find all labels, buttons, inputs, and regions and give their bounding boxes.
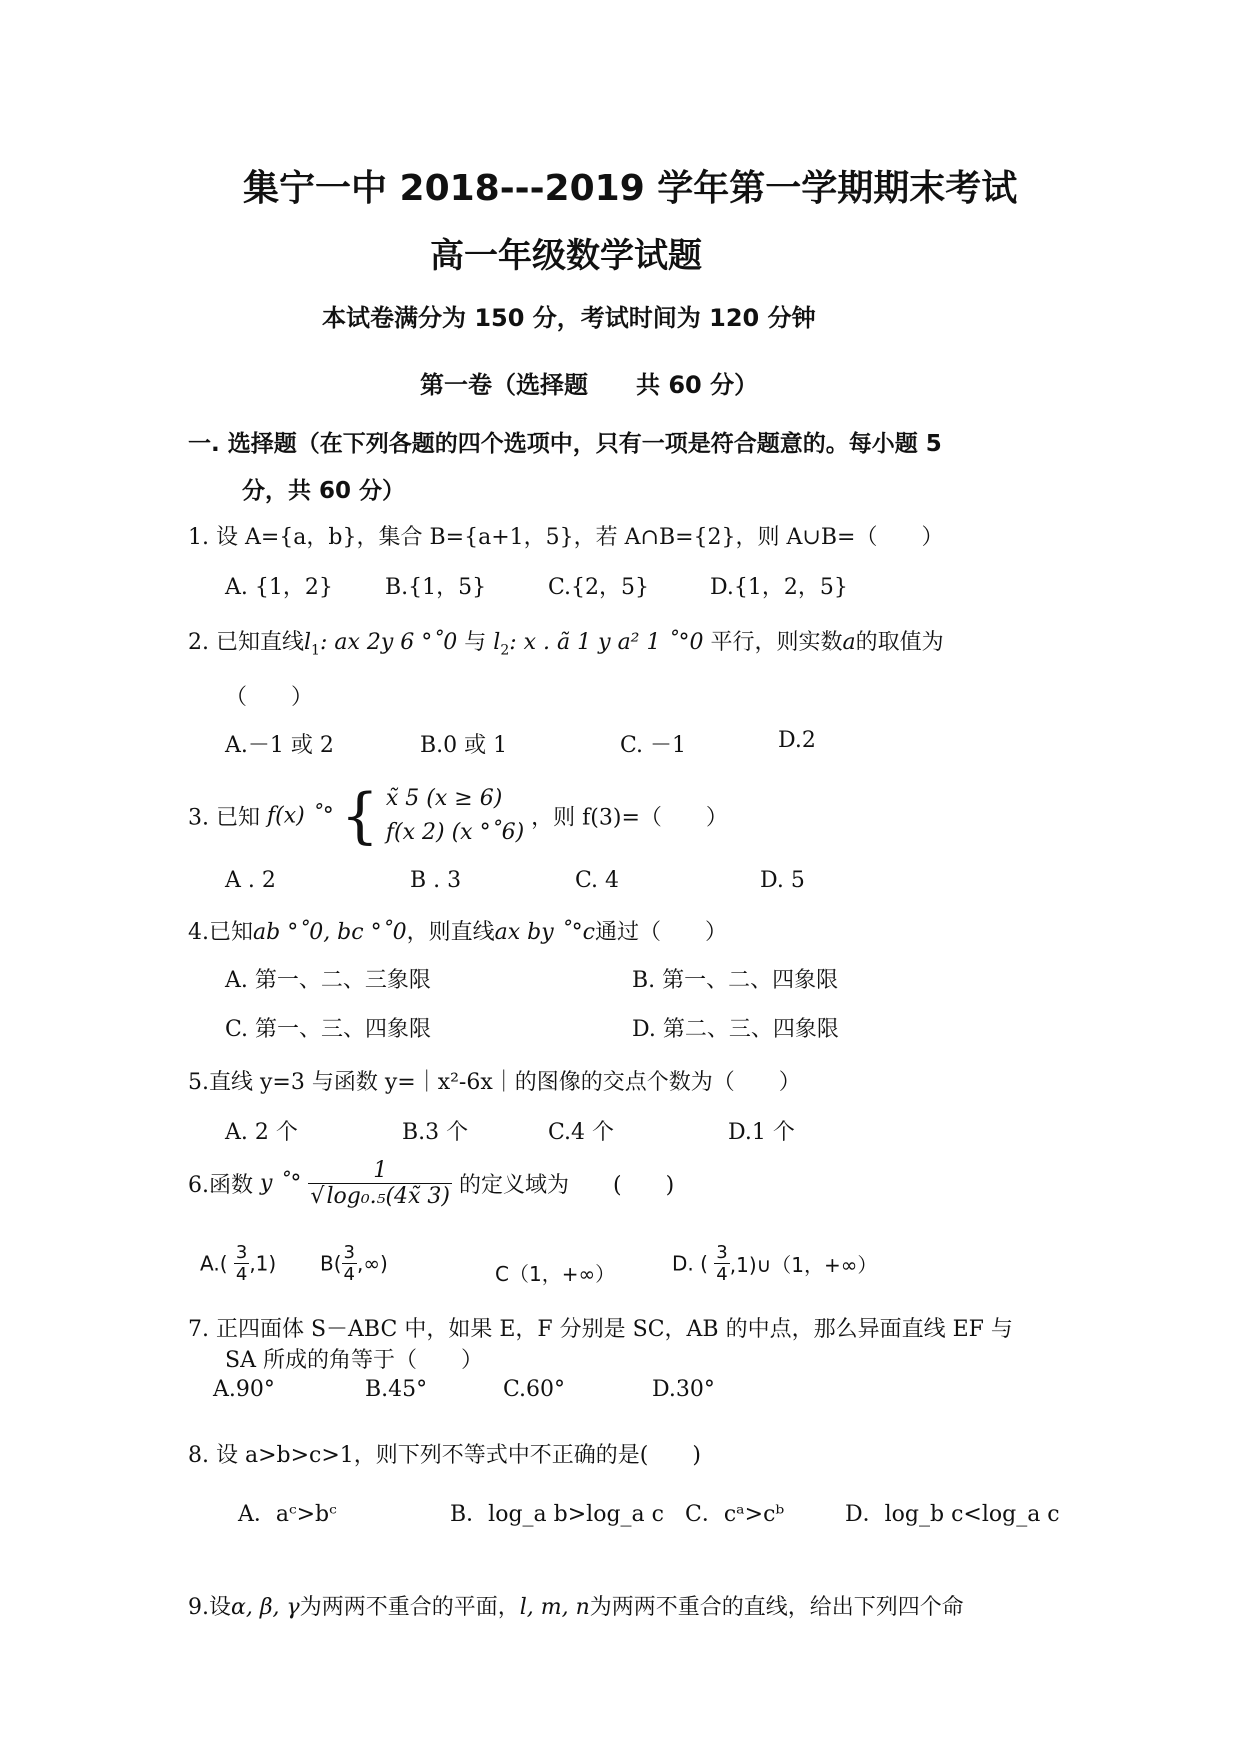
q4-option-a: A. 第一、二、三象限 [225, 968, 431, 993]
q4-option-b: B. 第一、二、四象限 [632, 968, 839, 993]
q2-l2-sub: 2 [500, 642, 510, 659]
q3-piece-1: x̃ 5 (x ≥ 6) [385, 786, 503, 811]
q6-d-prefix: D. ( [672, 1251, 708, 1276]
q2-eq1: : ax 2y 6 °˚0 [319, 630, 458, 655]
q6-post: 的定义域为 ( ) [459, 1173, 675, 1198]
q2-l2: l [493, 630, 501, 655]
q2-paren: （ ） [225, 685, 314, 710]
q6-radicand: log₀.₅(4x̃ 3) [326, 1184, 451, 1209]
q6-b-num: 3 [343, 1242, 355, 1263]
q3-option-a: A . 2 [225, 868, 276, 893]
q4-post: 通过（ ） [594, 920, 727, 945]
q5-option-a: A. 2 个 [225, 1120, 298, 1145]
section-heading-line1: 一. 选择题（在下列各题的四个选项中，只有一项是符合题意的。每小题 5 [188, 431, 942, 457]
q7-option-d: D.30° [652, 1377, 715, 1402]
q6-a-post: ,1) [249, 1251, 277, 1276]
exam-subtitle: 高一年级数学试题 [430, 236, 702, 276]
question-1-stem: 1. 设 A={a，b}，集合 B={a+1，5}，若 A∩B={2}，则 A∪B=（ ） [188, 525, 944, 550]
q1-option-d: D.{1，2，5} [710, 575, 848, 600]
q6-a-prefix: A.( [200, 1251, 228, 1276]
q6-d-den: 4 [716, 1264, 728, 1285]
q6-a-fraction [234, 1242, 249, 1285]
q5-option-d: D.1 个 [728, 1120, 795, 1145]
q6-option-c: C（1，+∞） [495, 1262, 616, 1286]
q6-b-fraction [342, 1242, 357, 1285]
q8-option-c: C．cᵃ>cᵇ [685, 1502, 785, 1527]
q6-option-d [672, 1242, 877, 1285]
q6-denominator: √log₀.₅(4x̃ 3) [310, 1184, 451, 1209]
q6-d-fraction [714, 1242, 729, 1285]
q3-pieces [386, 782, 524, 850]
q2-post: 平行，则实数 [703, 630, 843, 655]
q6-a-num: 3 [235, 1242, 248, 1263]
q6-d-post: ,1)∪（1，+∞） [729, 1253, 878, 1277]
question-4-stem [188, 915, 727, 946]
q6-y: y ˚° [260, 1171, 302, 1196]
q7-option-b: B.45° [365, 1377, 428, 1402]
q5-option-b: B.3 个 [402, 1120, 469, 1145]
question-9-stem [188, 1590, 964, 1621]
exam-title: 集宁一中 2018---2019 学年第一学期期末考试 [243, 168, 1018, 209]
q3-piece-2: f(x 2) (x °˚6) [385, 820, 525, 845]
question-3-stem [188, 782, 728, 852]
q4-eq: ax by ˚°c [494, 920, 595, 945]
q1-option-c: C.{2，5} [548, 575, 650, 600]
q2-option-a: A.－1 或 2 [225, 733, 334, 758]
q9-post: 为两两不重合的直线，给出下列四个命 [589, 1595, 964, 1620]
q6-b-post: ,∞) [356, 1251, 388, 1276]
q9-mid: 为两两不重合的平面， [299, 1595, 520, 1620]
q8-option-a: A．aᶜ>bᶜ [238, 1502, 337, 1527]
q4-cond: ab °˚0, bc °˚0 [253, 920, 407, 945]
q6-b-den: 4 [343, 1264, 355, 1285]
q6-option-b [320, 1242, 388, 1285]
q2-mid: 与 [457, 630, 494, 655]
q4-prefix: 4.已知 [188, 920, 253, 945]
q6-option-a [200, 1242, 276, 1285]
q3-brace: { [340, 781, 379, 851]
q6-b-prefix: B( [320, 1251, 342, 1276]
q6-fraction [308, 1158, 452, 1209]
q3-option-b: B . 3 [410, 868, 462, 893]
q1-option-a: A. {1，2} [225, 575, 333, 600]
q9-greek: α, β, γ [231, 1595, 300, 1620]
q4-mid: ，则直线 [406, 920, 495, 945]
q5-option-c: C.4 个 [548, 1120, 615, 1145]
q3-option-d: D. 5 [760, 868, 805, 893]
q8-option-b: B．log_a b>log_a c [450, 1502, 664, 1527]
q4-option-c: C. 第一、三、四象限 [225, 1017, 432, 1042]
question-2-stem [188, 625, 944, 658]
q2-var: a [842, 630, 856, 655]
q6-numerator: 1 [308, 1158, 452, 1184]
q3-option-c: C. 4 [575, 868, 620, 893]
q3-prefix: 3. 已知 [188, 805, 260, 831]
q6-d-num: 3 [716, 1242, 728, 1263]
q3-post: ，则 f(3)=（ ） [531, 805, 728, 831]
question-8-stem: 8. 设 a>b>c>1，则下列不等式中不正确的是( ) [188, 1443, 701, 1468]
q2-option-d: D.2 [778, 728, 816, 753]
question-6-stem [188, 1158, 674, 1228]
q7-option-a: A.90° [213, 1377, 275, 1402]
question-7-line2: SA 所成的角等于（ ） [225, 1348, 483, 1373]
q2-l1: l [303, 630, 312, 655]
q8-option-d: D．log_b c<log_a c [845, 1502, 1060, 1527]
q7-option-c: C.60° [503, 1377, 566, 1402]
q9-lines: l, m, n [519, 1595, 590, 1620]
q2-l1-sub: 1 [311, 642, 320, 659]
q2-eq2: : x . ã 1 y a² 1 ˚°0 [509, 630, 704, 655]
q6-prefix: 6.函数 [188, 1173, 253, 1198]
q2-prefix: 2. 已知直线 [188, 630, 304, 655]
q4-option-d: D. 第二、三、四象限 [632, 1017, 839, 1042]
question-7-line1: 7. 正四面体 S－ABC 中，如果 E，F 分别是 SC，AB 的中点，那么异面直线 EF 与 [188, 1317, 1013, 1342]
q1-option-b: B.{1，5} [385, 575, 487, 600]
q2-post2: 的取值为 [855, 630, 944, 655]
q2-option-c: C. －1 [620, 733, 687, 758]
q3-fx: f(x) ˚° [266, 803, 334, 829]
question-5-stem: 5.直线 y=3 与函数 y=｜x²-6x｜的图像的交点个数为（ ） [188, 1070, 801, 1095]
q2-option-b: B.0 或 1 [420, 733, 508, 758]
part-heading: 第一卷（选择题 共 60 分） [420, 371, 759, 399]
q6-a-den: 4 [235, 1264, 248, 1285]
exam-note: 本试卷满分为 150 分，考试时间为 120 分钟 [322, 304, 816, 332]
section-heading-line2: 分，共 60 分） [242, 478, 406, 504]
q9-prefix: 9.设 [188, 1595, 231, 1620]
